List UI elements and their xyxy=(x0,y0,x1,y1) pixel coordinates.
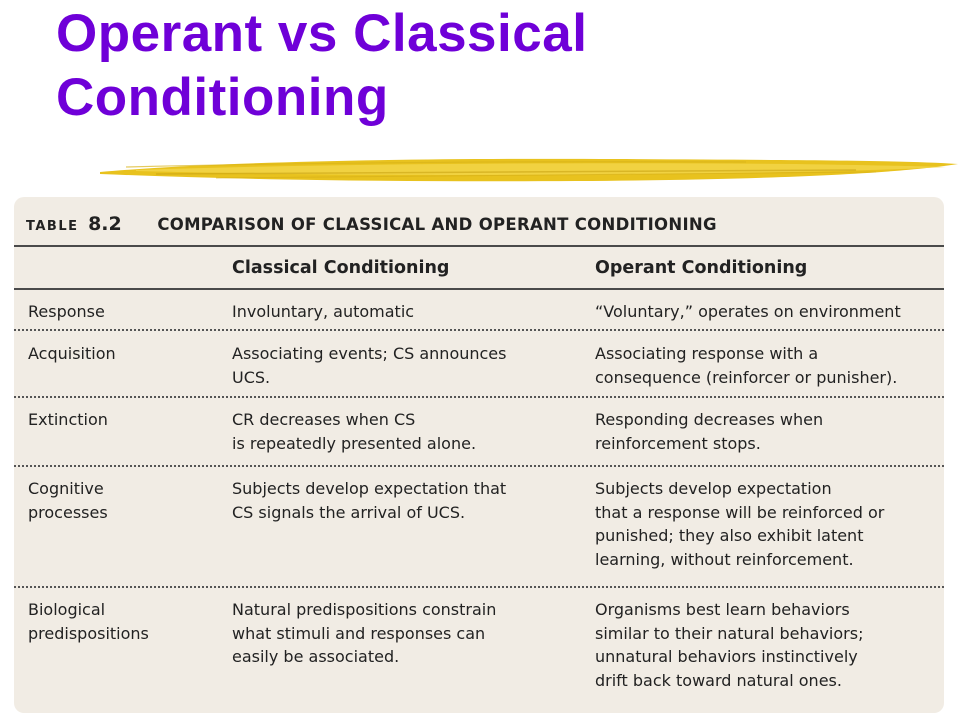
cell-biological-classical: Natural predispositions constrain what stimuli and responses can easily be associated. xyxy=(232,600,497,666)
cell-biological-operant: Organisms best learn behaviors similar to their natural behaviors; unnatural behaviors instinctively drift back toward natural ones. xyxy=(595,600,864,690)
yellow-brush-stroke xyxy=(96,150,960,190)
row-label-extinction: Extinction xyxy=(28,410,108,429)
row-divider xyxy=(14,465,944,467)
cell-acquisition-classical: Associating events; CS announces UCS. xyxy=(232,344,507,387)
row-divider xyxy=(14,396,944,398)
cell-extinction-classical: CR decreases when CS is repeatedly presented alone. xyxy=(232,410,477,453)
table-rule xyxy=(14,288,944,290)
table-caption-label: TABLE xyxy=(26,219,79,234)
table-rule xyxy=(14,245,944,247)
cell-extinction-operant: Responding decreases when reinforcement stops. xyxy=(595,410,824,453)
row-label-biological-predispositions: Biological predispositions xyxy=(28,600,149,643)
row-divider xyxy=(14,586,944,588)
cell-acquisition-operant: Associating response with a consequence (reinforcer or punisher). xyxy=(595,344,898,387)
row-divider xyxy=(14,329,944,331)
table-caption xyxy=(26,213,717,235)
row-label-cognitive-processes: Cognitive processes xyxy=(28,479,108,522)
column-header-operant: Operant Conditioning xyxy=(595,258,808,278)
comparison-table xyxy=(14,197,944,713)
row-label-acquisition: Acquisition xyxy=(28,344,116,363)
slide-title: Operant vs Classical Conditioning xyxy=(56,4,588,127)
row-label-response: Response xyxy=(28,302,105,321)
table-caption-title: COMPARISON OF CLASSICAL AND OPERANT CONDITIONING xyxy=(157,215,717,234)
cell-cognitive-operant: Subjects develop expectation that a response will be reinforced or punished; they also exhibit latent learning, without reinforcement. xyxy=(595,479,885,569)
cell-response-operant: “Voluntary,” operates on environment xyxy=(595,302,901,321)
column-header-classical: Classical Conditioning xyxy=(232,258,450,278)
table-caption-number: 8.2 xyxy=(88,213,122,235)
cell-cognitive-classical: Subjects develop expectation that CS signals the arrival of UCS. xyxy=(232,479,507,522)
cell-response-classical: Involuntary, automatic xyxy=(232,302,415,321)
